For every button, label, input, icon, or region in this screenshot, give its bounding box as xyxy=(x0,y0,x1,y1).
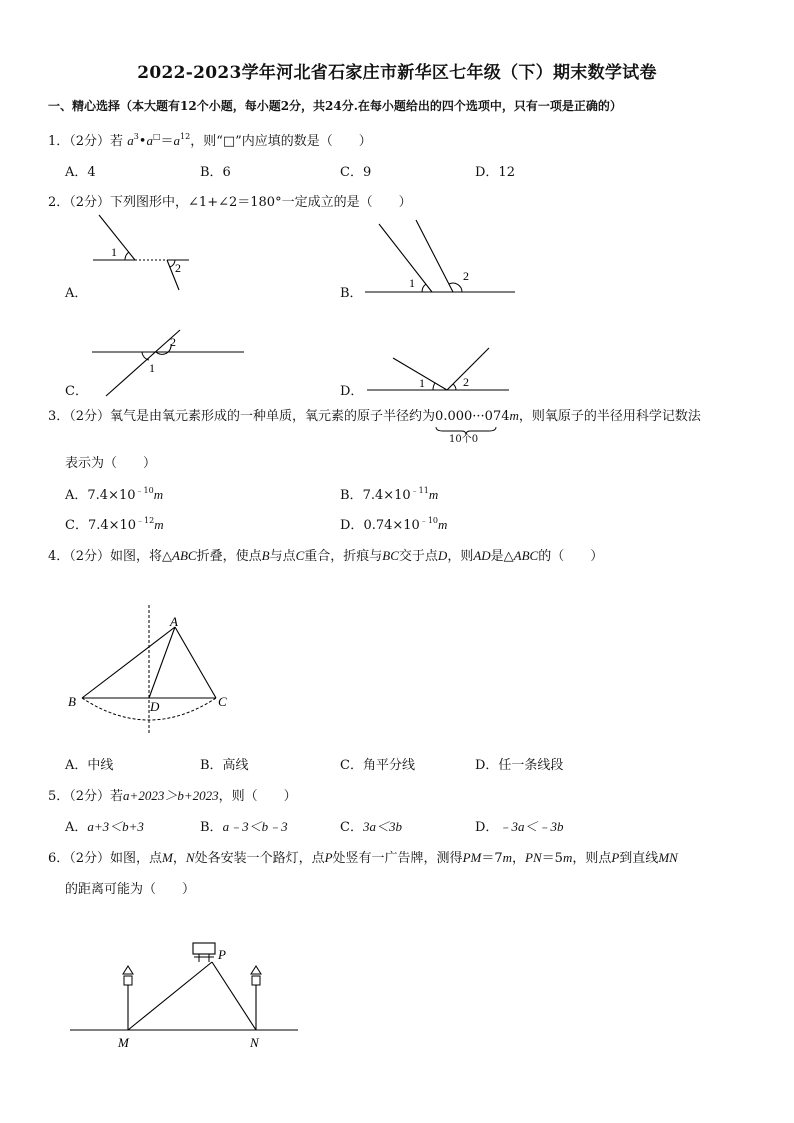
q4-text-a: 4．（2分）如图，将△ xyxy=(48,549,173,564)
q4-c: C xyxy=(295,548,305,563)
q3c-base: 7.4×10 xyxy=(87,518,137,533)
q3-option-a[interactable] xyxy=(65,484,163,503)
q3b-letter: B． xyxy=(340,488,363,503)
q2-option-d[interactable]: D． xyxy=(340,384,364,399)
q2a-angle-1: 1 xyxy=(111,245,117,259)
q4-text-c: 与点 xyxy=(269,549,296,564)
q1-var-a3: a xyxy=(173,133,181,148)
q3-text-c: 表示为（ ） xyxy=(65,456,157,471)
question-6 xyxy=(48,847,678,866)
page-title: 2022-2023学年河北省石家庄市新华区七年级（下）期末数学试卷 xyxy=(137,63,657,83)
q1-exp-12: 12 xyxy=(180,132,191,141)
q6-label-p: P xyxy=(218,947,226,962)
q1-option-b[interactable]: B．6 xyxy=(200,165,231,180)
q5a-letter: A． xyxy=(65,820,88,835)
q5-option-d[interactable] xyxy=(475,816,563,835)
q1-number: 1．（2分）若 xyxy=(48,134,124,149)
q6-label-n: N xyxy=(250,1035,259,1050)
q4-b: B xyxy=(261,548,270,563)
q2-option-c[interactable]: C． xyxy=(65,384,88,399)
q3c-exp: ﹣12 xyxy=(136,516,155,525)
q5b-letter: B． xyxy=(200,820,223,835)
q2-figure-c xyxy=(90,330,250,400)
q2-option-b[interactable]: B． xyxy=(340,286,363,301)
question-2: 2．（2分）下列图形中，∠1+∠2＝180°一定成立的是（ ） xyxy=(48,195,412,210)
q6-unit-1: m xyxy=(502,850,513,865)
q1-dot: • xyxy=(138,134,147,149)
q2c-angle-1: 1 xyxy=(149,361,155,375)
q2-figure-d xyxy=(365,344,525,394)
q5-option-b[interactable] xyxy=(200,816,288,835)
q5d-letter: D． xyxy=(475,820,499,835)
q4-label-d: D xyxy=(150,699,160,714)
q2-option-a[interactable]: A． xyxy=(65,286,88,301)
q4-option-b[interactable]: B．高线 xyxy=(200,758,249,773)
q5-condition: a+2023＞b+2023 xyxy=(123,788,219,803)
q6-text-d: ，则点 xyxy=(572,851,612,866)
q4-option-d[interactable]: D．任一条线段 xyxy=(475,758,564,773)
q5a-expr: a+3＜b+3 xyxy=(87,819,144,834)
q6-p2: P xyxy=(611,850,620,865)
q2b-angle-2: 2 xyxy=(463,269,469,283)
q6-m: M xyxy=(162,850,173,865)
q3a-letter: A． xyxy=(65,488,88,503)
q4-label-c: C xyxy=(218,694,227,709)
q6-pn: PN xyxy=(525,850,542,865)
q6-eq1: ＝7 xyxy=(481,851,503,866)
q4-ad: AD xyxy=(473,548,491,563)
q3d-letter: D． xyxy=(340,518,364,533)
question-4 xyxy=(48,545,603,564)
q5-text-b: ，则（ ） xyxy=(218,789,297,804)
q2a-angle-2: 2 xyxy=(175,261,181,275)
q3-number: 0.000···0 xyxy=(435,409,493,424)
q5b-expr: a﹣3＜b﹣3 xyxy=(222,819,288,834)
q6-unit-2: m xyxy=(562,850,573,865)
question-3 xyxy=(48,405,701,445)
q3a-exp: ﹣10 xyxy=(135,486,154,495)
q3-option-d[interactable] xyxy=(340,514,447,533)
q1-var-a: a xyxy=(127,133,134,148)
q4-abc: ABC xyxy=(172,548,197,563)
question-1 xyxy=(48,130,372,149)
q3b-exp: ﹣11 xyxy=(410,486,429,495)
q3a-unit: m xyxy=(153,487,164,502)
q4-abc-2: ABC xyxy=(513,548,539,563)
q3c-letter: C． xyxy=(65,518,88,533)
q5-option-c[interactable] xyxy=(340,816,402,835)
section-heading: 一、精心选择（本大题有12个小题，每小题2分，共24分.在每小题给出的四个选项中，只有一项是正确的） xyxy=(48,99,622,113)
q6-sep: ， xyxy=(512,851,526,866)
q3-unit: m xyxy=(509,408,519,423)
q1-equals: ＝ xyxy=(160,134,174,149)
q5-text-a: 5．（2分）若 xyxy=(48,789,124,804)
q6-text-c: 处竖有一广告牌，测得 xyxy=(332,851,463,866)
q1-exp-box: □ xyxy=(152,132,161,141)
q6-pm: PM xyxy=(462,850,482,865)
q6-text-f: 的距离可能为（ ） xyxy=(65,882,196,897)
q2b-angle-1: 1 xyxy=(409,276,415,290)
q3b-base: 7.4×10 xyxy=(362,488,411,503)
q6-mn: MN xyxy=(658,850,678,865)
q4-text-g: 是△ xyxy=(490,549,514,564)
q5c-letter: C． xyxy=(340,820,363,835)
q6-text-b: 处各安装一个路灯，点 xyxy=(194,851,325,866)
q2d-angle-2: 2 xyxy=(463,375,469,389)
q4-triangle-figure xyxy=(60,600,250,740)
q3-option-b[interactable] xyxy=(340,484,438,503)
q4-text-h: 的（ ） xyxy=(538,549,604,564)
q6-p: P xyxy=(324,850,333,865)
q1-option-a[interactable]: A．4 xyxy=(65,165,96,180)
q6-n: N xyxy=(185,850,195,865)
q3d-base: 0.74×10 xyxy=(363,518,420,533)
question-5 xyxy=(48,785,297,804)
q3-text-b: ，则氧原子的半径用科学记数法 xyxy=(518,409,701,424)
q3c-unit: m xyxy=(154,517,164,532)
q4-text-f: ，则 xyxy=(447,549,474,564)
q4-d: D xyxy=(437,548,448,563)
q3-number-tail: 74 xyxy=(492,409,510,424)
q6-text-e: 到直线 xyxy=(619,851,659,866)
q4-text-d: 重合，折痕与 xyxy=(304,549,383,564)
q1-option-c[interactable]: C．9 xyxy=(340,165,372,180)
q6-label-m: M xyxy=(118,1035,129,1050)
q4-bc: BC xyxy=(382,548,399,563)
q3-brace-label: 10个0 xyxy=(449,434,479,445)
q2d-angle-1: 1 xyxy=(419,376,425,390)
q6-text-a: 6．（2分）如图，点 xyxy=(48,851,163,866)
q1-exp-1: 3 xyxy=(133,132,139,141)
q3-text-a: 3．（2分）氧气是由氧元素形成的一种单质，氧元素的原子半径约为 xyxy=(48,409,436,424)
q3a-base: 7.4×10 xyxy=(87,488,136,503)
q1-var-a2: a xyxy=(146,133,153,148)
q3d-exp: ﹣10 xyxy=(419,516,439,525)
q5-option-a[interactable] xyxy=(65,816,144,835)
q2-figure-b xyxy=(365,218,525,298)
q4-text-b: 折叠，使点 xyxy=(196,549,262,564)
q2-figure-a xyxy=(85,210,205,300)
q1-option-d[interactable]: D．12 xyxy=(475,165,515,180)
q6-eq2: ＝5 xyxy=(541,851,563,866)
q4-label-a: A xyxy=(170,614,178,629)
q6-comma: ， xyxy=(172,851,186,866)
q3-number-underbrace xyxy=(435,409,493,445)
q2c-angle-2: 2 xyxy=(170,335,176,349)
q3b-unit: m xyxy=(428,487,439,502)
q3d-unit: m xyxy=(438,517,448,532)
q6-streetlight-figure xyxy=(66,935,306,1055)
q4-option-c[interactable]: C．角平分线 xyxy=(340,758,415,773)
q5d-expr: ﹣3a＜﹣3b xyxy=(498,819,564,834)
q4-text-e: 交于点 xyxy=(398,549,438,564)
q4-option-a[interactable]: A．中线 xyxy=(65,758,114,773)
q3-option-c[interactable] xyxy=(65,514,164,533)
q4-label-b: B xyxy=(68,694,76,709)
q5c-expr: 3a＜3b xyxy=(362,819,402,834)
q1-tail: ，则“□”内应填的数是（ ） xyxy=(190,134,372,149)
